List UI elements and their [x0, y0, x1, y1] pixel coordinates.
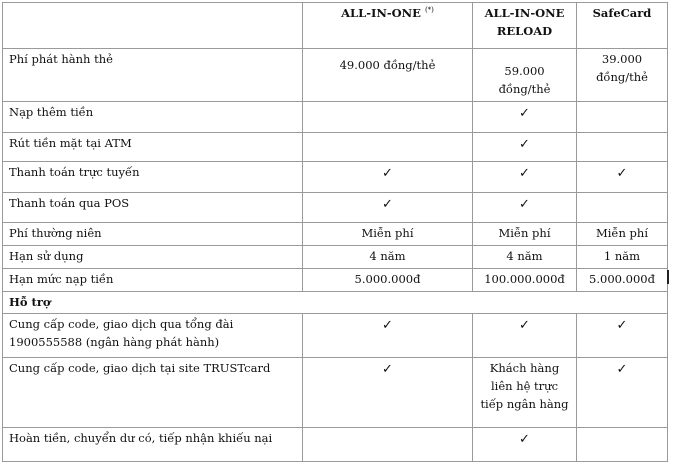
row-label: Phí phát hành thẻ — [3, 49, 303, 102]
row-value: 39.000 đồng/thẻ — [577, 49, 668, 102]
row-value: Khách hàng liên hệ trực tiếp ngân hàng — [473, 358, 577, 428]
row-value: 49.000 đồng/thẻ — [303, 49, 473, 102]
check-icon: ✓ — [473, 428, 577, 462]
row-value: 100.000.000đ — [473, 268, 577, 291]
table-row — [3, 358, 668, 428]
table-row — [3, 49, 668, 102]
row-label: Cung cấp code, giao dịch qua tổng đài 1900555588 (ngân hàng phát hành) — [3, 314, 303, 358]
table-row — [3, 161, 668, 192]
check-icon: ✓ — [303, 192, 473, 222]
header-all-in-one-label: ALL-IN-ONE — [341, 6, 421, 20]
check-icon: ✓ — [473, 192, 577, 222]
row-label: Hạn sử dụng — [3, 245, 303, 268]
row-value — [303, 101, 473, 132]
table-row — [3, 101, 668, 132]
header-all-in-one-reload: ALL-IN-ONE RELOAD — [473, 3, 577, 49]
row-value — [577, 132, 668, 161]
table-row — [3, 428, 668, 462]
table-row — [3, 132, 668, 161]
row-value: 5.000.000đ — [577, 268, 668, 291]
table-row — [3, 268, 668, 291]
check-icon: ✓ — [303, 314, 473, 358]
text-cursor-icon — [667, 270, 669, 284]
check-icon: ✓ — [473, 132, 577, 161]
table-row — [3, 245, 668, 268]
check-icon: ✓ — [473, 161, 577, 192]
header-row — [3, 3, 668, 49]
header-note: (*) — [424, 6, 434, 15]
row-label: Thanh toán qua POS — [3, 192, 303, 222]
table-row — [3, 192, 668, 222]
row-label: Nạp thêm tiền — [3, 101, 303, 132]
row-value: Miễn phí — [473, 222, 577, 245]
check-icon: ✓ — [303, 358, 473, 428]
row-label: Phí thường niên — [3, 222, 303, 245]
row-value: Miễn phí — [577, 222, 668, 245]
check-icon: ✓ — [577, 314, 668, 358]
row-label: Thanh toán trực tuyến — [3, 161, 303, 192]
header-safecard: SafeCard — [577, 3, 668, 49]
section-title: Hỗ trợ — [3, 291, 668, 314]
header-all-in-one — [303, 3, 473, 49]
check-icon: ✓ — [577, 161, 668, 192]
check-icon: ✓ — [303, 161, 473, 192]
row-value — [303, 132, 473, 161]
row-value — [577, 101, 668, 132]
row-label: Hạn mức nạp tiền — [3, 268, 303, 291]
row-value: 5.000.000đ — [303, 268, 473, 291]
row-value: 4 năm — [473, 245, 577, 268]
section-row — [3, 291, 668, 314]
row-value: 1 năm — [577, 245, 668, 268]
row-value: 59.000 đồng/thẻ — [473, 49, 577, 102]
card-comparison-table — [2, 2, 668, 462]
table-row — [3, 222, 668, 245]
row-value — [577, 428, 668, 462]
check-icon: ✓ — [473, 101, 577, 132]
check-icon: ✓ — [473, 314, 577, 358]
header-empty-cell — [3, 3, 303, 49]
table-row — [3, 314, 668, 358]
row-label: Cung cấp code, giao dịch tại site TRUSTcard — [3, 358, 303, 428]
row-value: 4 năm — [303, 245, 473, 268]
row-label: Rút tiền mặt tại ATM — [3, 132, 303, 161]
check-icon: ✓ — [577, 358, 668, 428]
row-value: Miễn phí — [303, 222, 473, 245]
row-value — [577, 192, 668, 222]
row-label: Hoàn tiền, chuyển dư có, tiếp nhận khiếu nại — [3, 428, 303, 462]
row-value — [303, 428, 473, 462]
